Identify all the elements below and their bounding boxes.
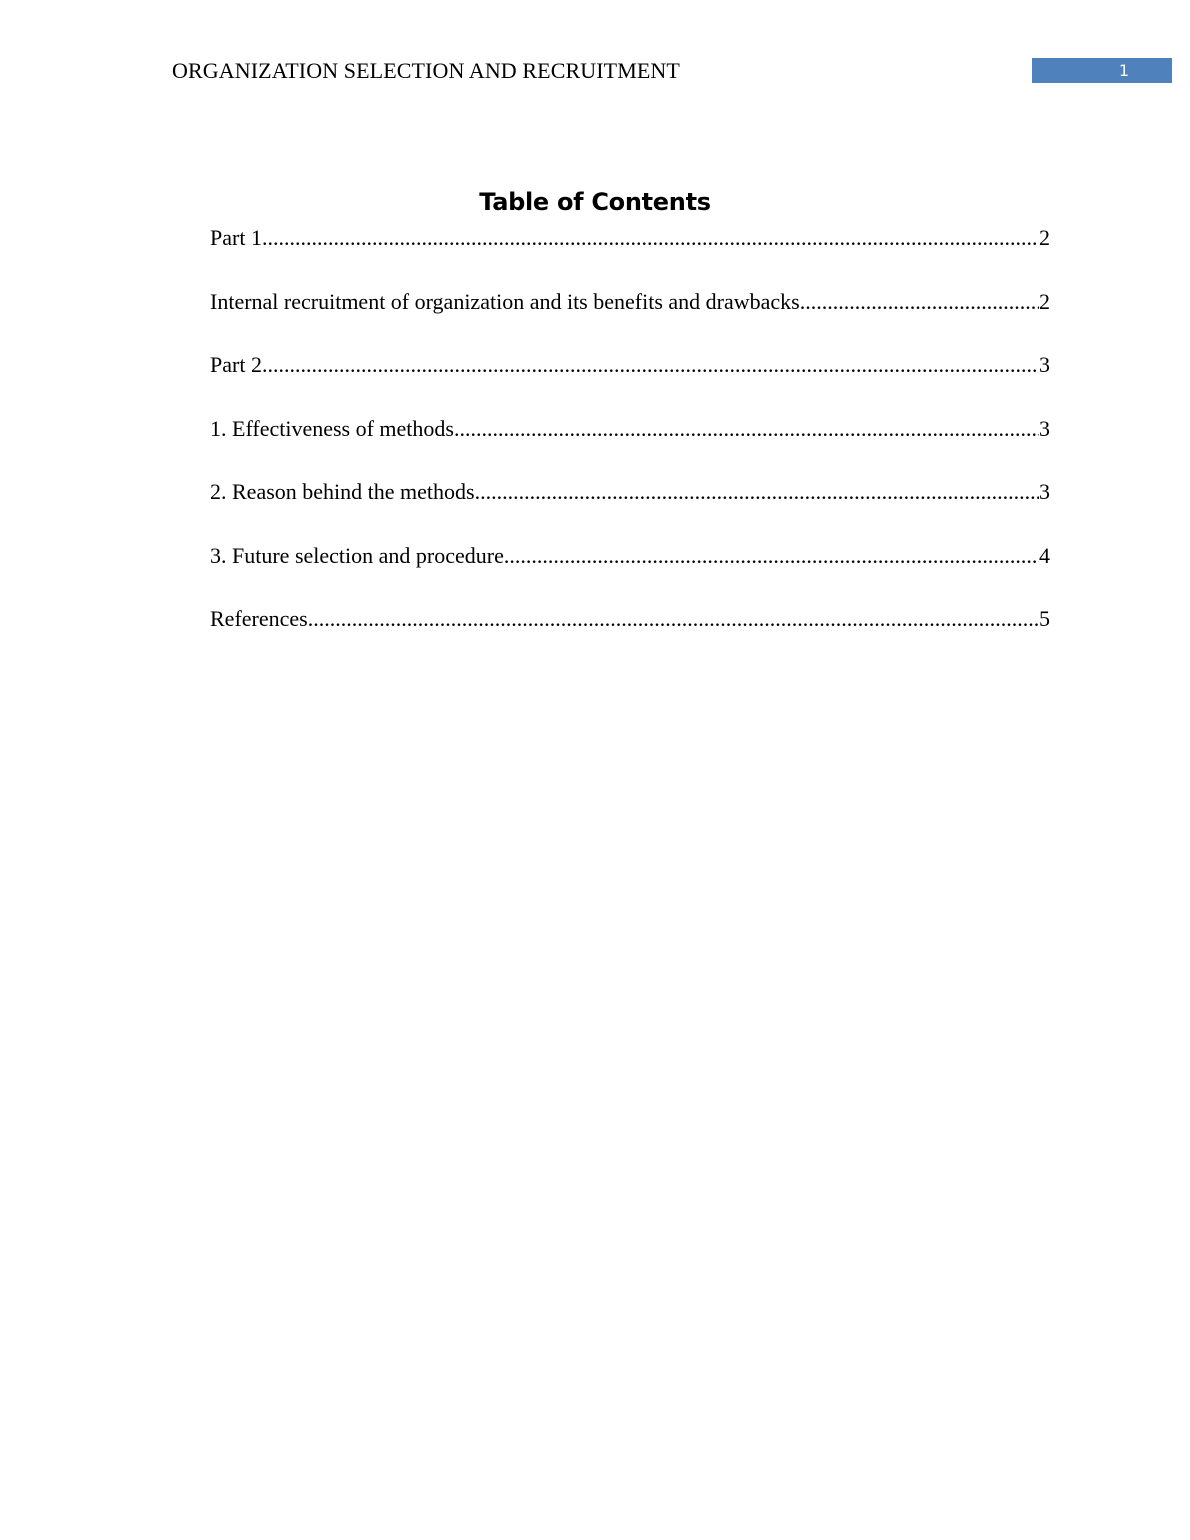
toc-entry-internal-recruitment[interactable] [210, 288, 1050, 352]
running-header-title: ORGANIZATION SELECTION AND RECRUITMENT [172, 58, 680, 83]
toc-entry-part-1[interactable] [210, 224, 1050, 288]
toc-entry-page: 3 [1039, 352, 1050, 377]
table-of-contents [210, 224, 1050, 669]
toc-entry-label: 1. Effectiveness of methods [210, 415, 454, 441]
toc-dot-leader [800, 288, 1039, 316]
page-number-badge: 1 [1032, 58, 1172, 83]
toc-entry-label: 2. Reason behind the methods [210, 479, 475, 504]
toc-entry-part-2[interactable] [210, 351, 1050, 415]
toc-entry-label: Part 2 [210, 352, 262, 377]
toc-heading: Table of Contents [479, 188, 711, 216]
toc-dot-leader [262, 224, 1039, 252]
toc-entry-page: 4 [1039, 542, 1050, 568]
toc-entry-reason[interactable] [210, 478, 1050, 542]
toc-entry-page: 5 [1039, 606, 1050, 631]
toc-entry-label: Internal recruitment of organization and its benefits and drawbacks [210, 288, 800, 314]
toc-dot-leader [262, 351, 1039, 379]
toc-dot-leader [475, 478, 1039, 506]
toc-dot-leader [308, 605, 1039, 633]
toc-entry-future-selection[interactable] [210, 542, 1050, 606]
toc-entry-page: 3 [1039, 479, 1050, 504]
toc-entry-page: 2 [1039, 225, 1050, 250]
toc-entry-page: 3 [1039, 415, 1050, 441]
toc-dot-leader [454, 415, 1039, 443]
toc-dot-leader [504, 542, 1039, 570]
toc-entry-label: 3. Future selection and procedure [210, 542, 504, 568]
toc-entry-references[interactable] [210, 605, 1050, 669]
toc-entry-label: References [210, 606, 308, 631]
toc-entry-effectiveness[interactable] [210, 415, 1050, 479]
toc-entry-page: 2 [1039, 288, 1050, 314]
toc-entry-label: Part 1 [210, 225, 262, 250]
